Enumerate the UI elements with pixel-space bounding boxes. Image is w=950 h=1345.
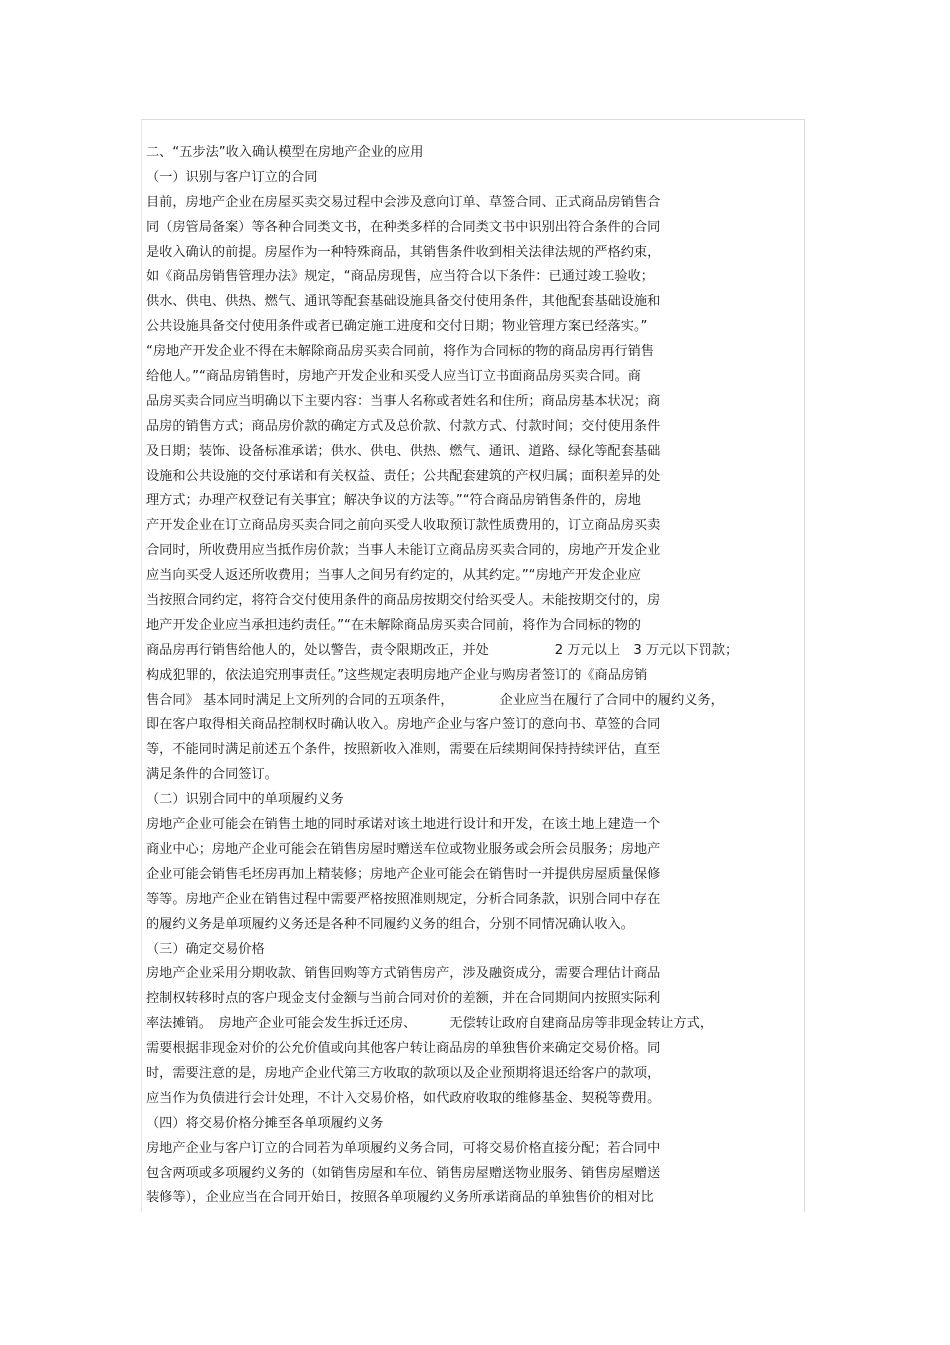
text-line: 地产开发企业应当承担违约责任。”“在未解除商品房买卖合同前，将作为合同标的物的 — [146, 617, 641, 633]
text-line: 售合同》 基本同时满足上文所列的合同的五项条件， 企业应当在履行了合同中的履约义务， — [146, 692, 724, 708]
text-line: 当按照合同约定，将符合交付使用条件的商品房按期交付给买受人。未能按期交付的，房 — [146, 593, 661, 609]
text-line: 及日期；装饰、设备标准承诺；供水、供电、供热、燃气、通讯、道路、绿化等配套基础 — [146, 443, 661, 459]
text-line: 率法摊销。 房地产企业可能会发生拆迁还房、 无偿转让政府自建商品房等非现金转让方式， — [146, 1016, 714, 1032]
subsection-heading: （三）确定交易价格 — [146, 941, 265, 957]
text-line: 给他人。”“商品房销售时，房地产开发企业和买受人应当订立书面商品房买卖合同。商 — [146, 369, 641, 385]
text-line: 合同时，所收费用应当抵作房价款；当事人未能订立商品房买卖合同的，房地产开发企业 — [146, 543, 661, 559]
text-line: 供水、供电、供热、燃气、通讯等配套基础设施具备交付使用条件，其他配套基础设施和 — [146, 294, 661, 310]
subsection-heading: （四）将交易价格分摊至各单项履约义务 — [146, 1115, 384, 1131]
text-line: 商品房再行销售给他人的，处以警告，责令限期改正，并处 2 万元以上 3 万元以下罚款； — [146, 642, 739, 658]
text-line: 装修等），企业应当在合同开始日，按照各单项履约义务所承诺商品的单独售价的相对比 — [146, 1190, 654, 1206]
text-line: 商业中心；房地产企业可能会在销售房屋时赠送车位或物业服务或会所会员服务；房地产 — [146, 841, 661, 857]
text-line: “房地产开发企业不得在未解除商品房买卖合同前，将作为合同标的物的商品房再行销售 — [146, 344, 654, 360]
text-line: 等等。房地产企业在销售过程中需要严格按照准则规定，分析合同条款，识别合同中存在 — [146, 891, 661, 907]
text-line: 理方式；办理产权登记有关事宜；解决争议的方法等。”“符合商品房销售条件的，房地 — [146, 493, 641, 509]
text-line: 控制权转移时点的客户现金支付金额与当前合同对价的差额，并在合同期间内按照实际利 — [146, 991, 661, 1007]
text-line: 等，不能同时满足前述五个条件，按照新收入准则，需要在后续期间保持持续评估，直至 — [146, 742, 661, 758]
section-heading: 二、“五步法”收入确认模型在房地产企业的应用 — [146, 145, 424, 160]
text-line: 目前，房地产企业在房屋买卖交易过程中会涉及意向订单、草签合同、正式商品房销售合 — [146, 194, 661, 210]
text-line: 如《商品房销售管理办法》规定，“商品房现售，应当符合以下条件：已通过竣工验收； — [146, 269, 654, 285]
text-line: 房地产企业采用分期收款、销售回购等方式销售房产，涉及融资成分，需要合理估计商品 — [146, 966, 661, 982]
text-line: 同（房管局备案）等各种合同类文书，在种类多样的合同类文书中识别出符合条件的合同 — [146, 219, 661, 235]
text-line: 应当作为负债进行会计处理，不计入交易价格，如代政府收取的维修基金、契税等费用。 — [146, 1090, 661, 1106]
text-line: 产开发企业在订立商品房买卖合同之前向买受人收取预订款性质费用的，订立商品房买卖 — [146, 518, 661, 534]
text-line: 公共设施具备交付使用条件或者已确定施工进度和交付日期；物业管理方案已经落实。” — [146, 319, 648, 335]
text-line: 品房的销售方式；商品房价款的确定方式及总价款、付款方式、付款时间；交付使用条件 — [146, 418, 661, 434]
text-line: 即在客户取得相关商品控制权时确认收入。房地产企业与客户签订的意向书、草签的合同 — [146, 717, 661, 733]
text-line: 设施和公共设施的交付承诺和有关权益、责任；公共配套建筑的产权归属；面积差异的处 — [146, 468, 661, 484]
text-line: 需要根据非现金对价的公允价值或向其他客户转让商品房的单独售价来确定交易价格。同 — [146, 1041, 661, 1057]
text-line: 企业可能会销售毛坯房再加上精装修；房地产企业可能会在销售时一并提供房屋质量保修 — [146, 866, 661, 882]
text-line: 的履约义务是单项履约义务还是各种不同履约义务的组合，分别不同情况确认收入。 — [146, 916, 634, 932]
text-line: 包含两项或多项履约义务的（如销售房屋和车位、销售房屋赠送物业服务、销售房屋赠送 — [146, 1165, 661, 1181]
text-line: 房地产企业可能会在销售土地的同时承诺对该土地进行设计和开发，在该土地上建造一个 — [146, 817, 661, 833]
text-line: 应当向买受人返还所收费用；当事人之间另有约定的，从其约定。”“房地产开发企业应 — [146, 568, 641, 584]
subsection-heading: （二）识别合同中的单项履约义务 — [146, 792, 344, 808]
subsection-heading: （一）识别与客户订立的合同 — [146, 169, 318, 185]
text-line: 是收入确认的前提。房屋作为一种特殊商品，其销售条件收到相关法律法规的严格约束， — [146, 244, 661, 260]
text-line: 时，需要注意的是，房地产企业代第三方收取的款项以及企业预期将退还给客户的款项， — [146, 1065, 661, 1081]
text-line: 房地产企业与客户订立的合同若为单项履约义务合同，可将交易价格直接分配；若合同中 — [146, 1140, 661, 1156]
text-line: 构成犯罪的，依法追究刑事责任。”这些规定表明房地产企业与购房者签订的《商品房销 — [146, 667, 648, 683]
text-line: 满足条件的合同签订。 — [146, 767, 278, 783]
text-line: 品房买卖合同应当明确以下主要内容：当事人名称或者姓名和住所；商品房基本状况；商 — [146, 393, 661, 409]
document-body — [146, 141, 796, 1211]
